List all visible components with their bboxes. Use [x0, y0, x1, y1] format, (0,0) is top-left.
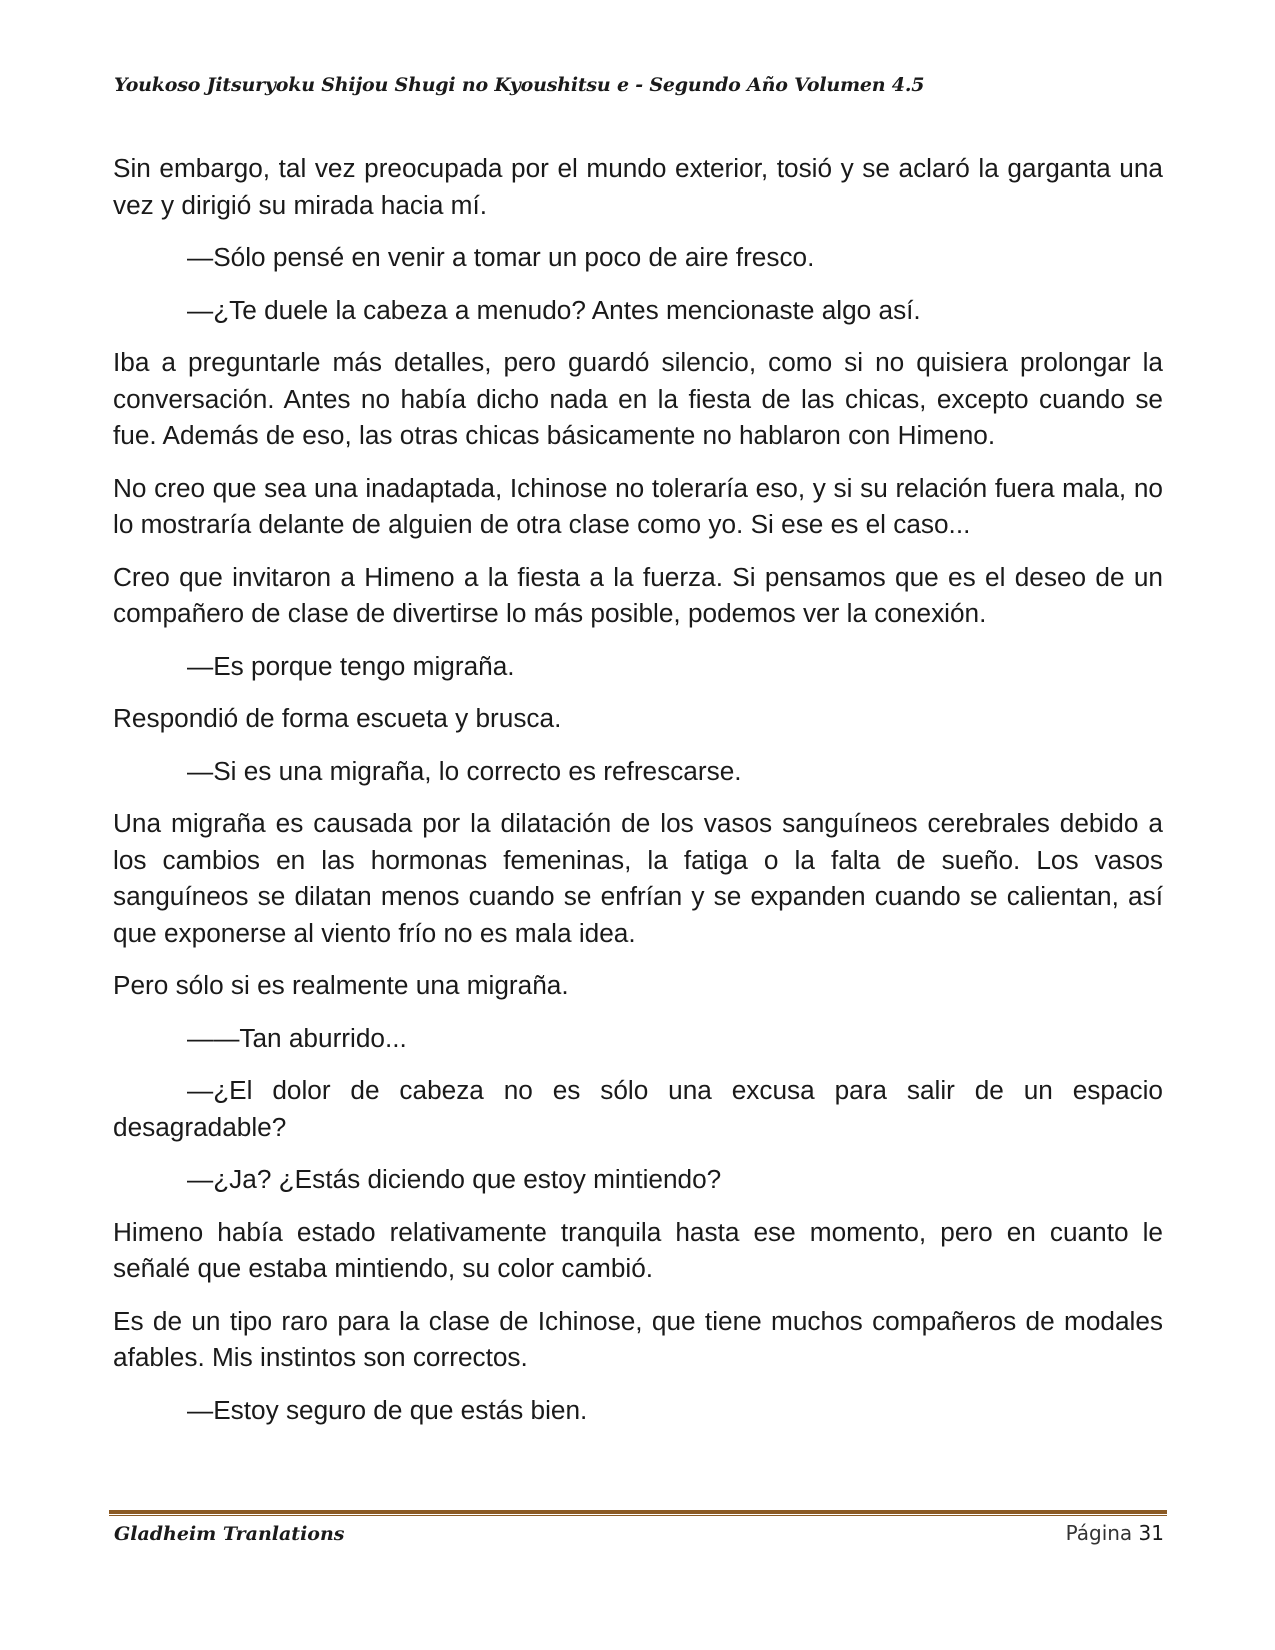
footer-divider-thick — [109, 1510, 1167, 1514]
dialog-line: —Si es una migraña, lo correcto es refrescarse. — [187, 755, 742, 786]
paragraph: Pero sólo si es realmente una migraña. — [113, 970, 569, 1000]
page-header-title: Youkoso Jitsuryoku Shijou Shugi no Kyoushitsu e - Segundo Año Volumen 4.5 — [114, 74, 925, 96]
dialog-line: ——Tan aburrido... — [187, 1022, 407, 1053]
paragraph: Himeno había estado relativamente tranquila hasta ese momento, pero en cuanto le señalé que estaba mintiendo, su color cambió. — [113, 1216, 1163, 1283]
paragraph: Sin embargo, tal vez preocupada por el mundo exterior, tosió y se aclaró la garganta una vez y dirigió su mirada hacia mí. — [113, 153, 1163, 220]
dialog-line: —¿Te duele la cabeza a menudo? Antes mencionaste algo así. — [187, 294, 921, 325]
dialog-line: —Es porque tengo migraña. — [187, 650, 515, 681]
paragraph: Una migraña es causada por la dilatación de los vasos sanguíneos cerebrales debido a los cambios en las hormonas femeninas, la fatiga o la falta de sueño. Los vasos sanguíneos se dilatan menos cuando se enfrían y se expanden cuando se calientan, así que exponerse al viento frío no es mala idea. — [113, 808, 1163, 948]
dialog-line: —¿Ja? ¿Estás diciendo que estoy mintiendo? — [187, 1164, 722, 1194]
dialog-line: —Estoy seguro de que estás bien. — [187, 1394, 588, 1425]
page-number-block — [1066, 1521, 1164, 1545]
page-body — [113, 150, 1163, 1444]
paragraph: Respondió de forma escueta y brusca. — [113, 703, 562, 733]
paragraph: No creo que sea una inadaptada, Ichinose no toleraría eso, y si su relación fuera mala, no lo mostraría delante de alguien de otra clase como yo. Si ese es el caso... — [113, 472, 1163, 539]
paragraph: Es de un tipo raro para la clase de Ichinose, que tiene muchos compañeros de modales afables. Mis instintos son correctos. — [113, 1305, 1163, 1372]
paragraph: Iba a preguntarle más detalles, pero guardó silencio, como si no quisiera prolongar la conversación. Antes no había dicho nada en la fiesta de las chicas, excepto cuando se fue. Además de eso, las otras chicas básicamente no hablaron con Himeno. — [113, 347, 1163, 450]
dialog-line: —¿El dolor de cabeza no es sólo una excusa para salir de un espacio desagradable? — [113, 1075, 1163, 1142]
page-label: Página — [1065, 1521, 1133, 1545]
footer-credit: Gladheim Tranlations — [114, 1523, 345, 1545]
dialog-line: —Sólo pensé en venir a tomar un poco de aire fresco. — [187, 242, 815, 272]
footer-divider — [109, 1510, 1167, 1516]
page-number: 31 — [1138, 1521, 1164, 1545]
paragraph: Creo que invitaron a Himeno a la fiesta a la fuerza. Si pensamos que es el deseo de un compañero de clase de divertirse lo más posible, podemos ver la conexión. — [113, 561, 1163, 628]
footer-divider-thin — [109, 1515, 1167, 1516]
